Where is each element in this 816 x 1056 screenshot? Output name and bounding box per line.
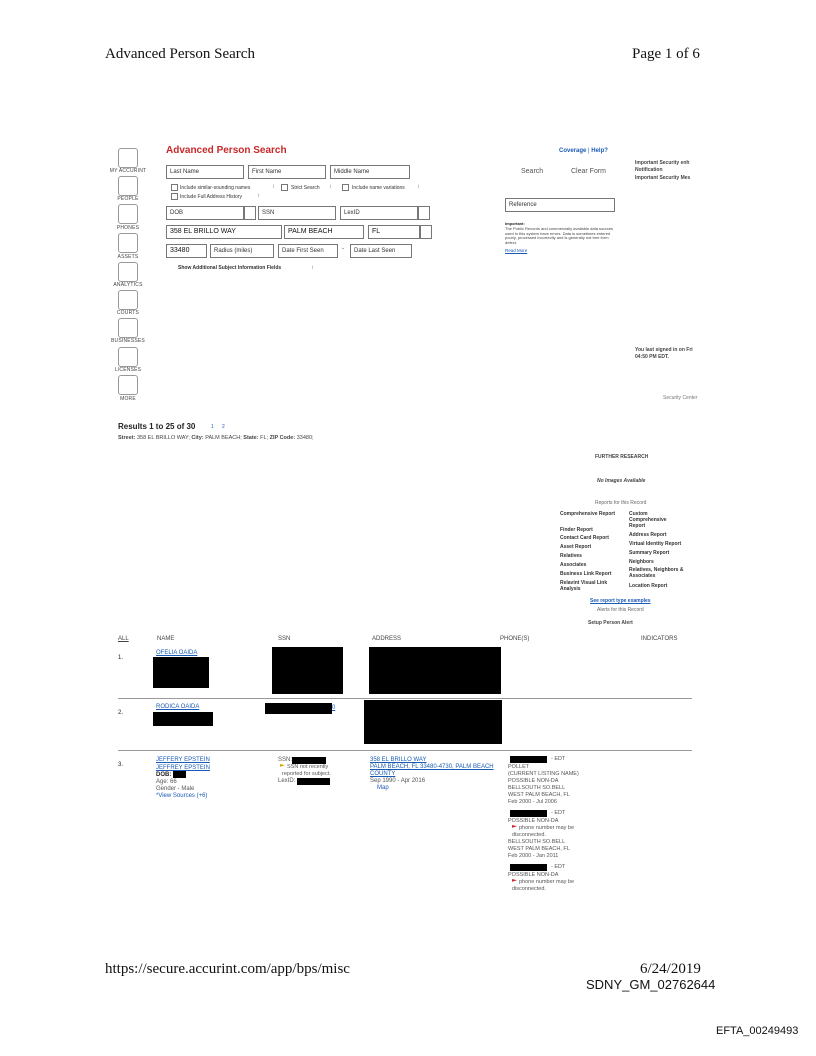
redaction-box <box>364 700 502 744</box>
date-last-seen-input[interactable]: Date Last Seen <box>350 244 412 258</box>
page-header-title: Advanced Person Search <box>105 46 255 62</box>
dob-label: DOB: <box>156 772 172 778</box>
nav-label-businesses[interactable]: BUSINESSES <box>111 338 145 344</box>
relatives-link[interactable]: Relatives <box>560 553 582 559</box>
phone-timezone: - EDT <box>551 810 566 816</box>
radius-input[interactable]: Radius (miles) <box>210 244 274 258</box>
redaction-box <box>153 657 209 688</box>
alerts-label: Alerts for this Record <box>597 607 644 613</box>
phone-carrier: BELLSOUTH SO.BELL <box>508 785 566 791</box>
criteria-city-label: City: <box>191 435 204 441</box>
criteria-street-label: Street: <box>118 435 136 441</box>
results-page-2[interactable]: 2 <box>222 424 225 430</box>
security-center-link[interactable]: Security Center <box>663 395 698 401</box>
person-name-link[interactable]: OFELIA OAIDA <box>156 650 198 656</box>
footer-url: https://secure.accurint.com/app/bps/misc <box>105 961 350 977</box>
report-examples-link[interactable]: See report type examples <box>590 598 651 604</box>
ssn-note-line2: reported for subject. <box>282 771 331 777</box>
read-more-link[interactable]: Read More <box>505 248 528 253</box>
phone-timezone: - EDT <box>551 756 566 762</box>
additional-info-icon[interactable]: i <box>312 265 314 271</box>
strict-search-label: Strict Search <box>291 185 320 191</box>
custom-comprehensive-report-link[interactable]: Custom Comprehensive Report <box>629 511 667 529</box>
address-street-link[interactable]: 358 EL BRILLO WAY <box>370 757 427 763</box>
bates-number: SDNY_GM_02762644 <box>586 977 716 992</box>
address-history-checkbox[interactable] <box>171 193 178 200</box>
help-link[interactable]: Help? <box>591 148 608 154</box>
finder-report-link[interactable]: Finder Report <box>560 527 593 533</box>
more-icon[interactable] <box>118 375 138 395</box>
variations-info-icon[interactable]: i <box>418 184 420 190</box>
phone-status: POSSIBLE NON-DA <box>508 818 559 824</box>
nav-label-my-accurint[interactable]: MY ACCURINT <box>109 168 147 174</box>
person-name-link[interactable]: JEFFERY EPSTEIN <box>156 757 210 763</box>
further-research-title: FURTHER RESEARCH <box>595 454 649 460</box>
reference-input[interactable]: Reference <box>505 198 615 212</box>
redaction-box <box>153 712 213 726</box>
strict-search-checkbox[interactable] <box>281 184 288 191</box>
results-page-1[interactable]: 1 <box>211 424 214 430</box>
last-signed-in-text: You last signed in on Fri <box>635 347 693 353</box>
name-variations-label: Include name variations <box>352 185 405 191</box>
redaction-box <box>510 864 547 871</box>
show-additional-fields-link[interactable]: Show Additional Subject Information Fields <box>178 265 282 271</box>
phone-warning <box>508 879 598 893</box>
criteria-state: FL; <box>260 435 269 441</box>
ssn-label: SSN: <box>278 757 293 763</box>
lexid-extra-input[interactable] <box>418 206 430 220</box>
assets-icon[interactable] <box>118 233 138 253</box>
nav-label-courts[interactable]: COURTS <box>116 310 140 316</box>
col-header-ssn: SSN <box>278 636 291 642</box>
ssn-note-line1: SSN not recently <box>287 764 329 770</box>
last-name-input[interactable]: Last Name <box>166 165 244 179</box>
strict-info-icon[interactable]: i <box>330 184 332 190</box>
associates-link[interactable]: Associates <box>560 562 587 568</box>
row-number: 3. <box>118 762 124 768</box>
nav-label-assets[interactable]: ASSETS <box>117 254 139 260</box>
state-dropdown[interactable] <box>420 225 432 239</box>
row-number: 2. <box>118 710 124 716</box>
important-text: The Public Records and commercially available data sources used in this system have errors. Data is sometimes entered poorly, processed incorrectly and is generally not free from defect. <box>505 226 614 245</box>
analytics-icon[interactable] <box>118 262 138 282</box>
criteria-city: PALM BEACH; <box>205 435 242 441</box>
phone-details <box>508 764 579 806</box>
col-header-name: NAME <box>157 636 175 642</box>
redaction-box <box>265 703 332 714</box>
criteria-street: 358 EL BRILLO WAY; <box>136 435 190 441</box>
page-number: Page 1 of 6 <box>632 46 700 62</box>
coverage-link[interactable]: Coverage <box>559 148 587 154</box>
row-divider <box>118 698 692 699</box>
phone-status: POSSIBLE NON-DA <box>508 872 559 878</box>
courts-icon[interactable] <box>118 290 138 310</box>
important-title: Important: <box>505 221 525 226</box>
setup-person-alert-link[interactable]: Setup Person Alert <box>588 620 633 626</box>
similar-names-info-icon[interactable]: i <box>273 184 275 190</box>
phone-details <box>508 872 598 893</box>
warning-flag-icon <box>280 764 285 769</box>
security-notification-label[interactable]: Notification <box>635 167 663 173</box>
phone-listing-name: POLLET <box>508 764 530 770</box>
redaction-box <box>510 756 547 763</box>
address-county-link[interactable]: COUNTY <box>370 771 396 777</box>
search-title: Advanced Person Search <box>166 145 287 156</box>
nav-label-licenses[interactable]: LICENSES <box>114 367 142 373</box>
phone-warning-text: phone number may be disconnected. <box>512 825 575 838</box>
gender-text: Gender - Male <box>156 786 195 792</box>
history-info-icon[interactable]: i <box>258 193 260 199</box>
phone-dates: Feb 2000 - Jul 2006 <box>508 799 557 805</box>
date-first-seen-input[interactable]: Date First Seen <box>278 244 338 258</box>
virtual-identity-report-link[interactable]: Virtual Identity Report <box>629 541 682 547</box>
dob-input[interactable]: DOB <box>166 206 244 220</box>
phones-icon[interactable] <box>118 204 138 224</box>
col-header-address: ADDRESS <box>372 636 402 642</box>
phone-status: POSSIBLE NON-DA <box>508 778 559 784</box>
first-name-input[interactable]: First Name <box>248 165 326 179</box>
phone-location: WEST PALM BEACH, FL <box>508 792 570 798</box>
red-flag-icon <box>512 879 517 884</box>
similar-names-checkbox[interactable] <box>171 184 178 191</box>
criteria-zip: 33480; <box>296 435 314 441</box>
lexid-label: LexID: <box>278 778 296 784</box>
age-text: Age: 66 <box>156 779 177 785</box>
search-button[interactable]: Search <box>521 168 544 175</box>
nav-label-phones[interactable]: PHONES <box>116 225 140 231</box>
zip-input[interactable]: 33480 <box>166 244 207 258</box>
efta-number: EFTA_00249493 <box>716 1025 799 1037</box>
ssn-input[interactable]: SSN <box>258 206 336 220</box>
row-divider <box>118 750 692 751</box>
last-signed-in-time: 04:50 PM EDT. <box>635 354 669 360</box>
col-header-phones: PHONE(S) <box>500 636 530 642</box>
businesses-icon[interactable] <box>118 318 138 338</box>
relatives-neighbors-associates-link[interactable]: Relatives, Neighbors & Associates <box>629 567 684 579</box>
footer-date: 6/24/2019 <box>640 961 701 977</box>
dob-extra-input[interactable] <box>244 206 256 220</box>
clear-form-button[interactable]: Clear Form <box>571 168 607 175</box>
search-criteria <box>118 435 314 441</box>
row-number: 1. <box>118 655 124 661</box>
phone-carrier: BELLSOUTH SO.BELL <box>508 839 566 845</box>
relavint-visual-link-analysis-link[interactable]: Relavint Visual Link Analysis <box>560 580 608 592</box>
criteria-state-label: State: <box>243 435 259 441</box>
asset-report-link[interactable]: Asset Report <box>560 544 592 550</box>
business-link-report-link[interactable]: Business Link Report <box>560 571 612 577</box>
person-alias-link[interactable]: JEFFREY EPSTEIN <box>156 765 210 771</box>
reports-for-record-label: Reports for this Record <box>595 500 647 506</box>
phone-location: WEST PALM BEACH, FL <box>508 846 570 852</box>
similar-names-label: Include similar-sounding names <box>180 185 251 191</box>
address-history-label: Include Full Address History <box>180 194 242 200</box>
redaction-box <box>297 778 330 785</box>
redaction-box <box>369 647 501 694</box>
col-header-indicators: INDICATORS <box>641 636 678 642</box>
neighbors-link[interactable]: Neighbors <box>629 559 654 565</box>
middle-name-input[interactable]: Middle Name <box>330 165 410 179</box>
phone-timezone: - EDT <box>551 864 566 870</box>
redaction-box <box>173 771 186 778</box>
phone-listing-type: (CURRENT LISTING NAME) <box>508 771 579 777</box>
address-city-link[interactable]: PALM BEACH, FL 33480-4730, PALM BEACH <box>370 764 494 770</box>
nav-label-more[interactable]: MORE <box>120 396 136 402</box>
name-variations-checkbox[interactable] <box>342 184 349 191</box>
results-summary: Results 1 to 25 of 30 <box>118 422 196 431</box>
view-sources-link[interactable]: *View Sources (+6) <box>156 793 208 799</box>
ssn-link[interactable]: 0 <box>332 705 336 711</box>
nav-label-people[interactable]: PEOPLE <box>117 196 139 202</box>
city-input[interactable]: PALM BEACH <box>284 225 364 239</box>
ssn-note <box>280 764 328 770</box>
licenses-icon[interactable] <box>118 347 138 367</box>
select-all-link[interactable]: ALL <box>118 636 129 642</box>
lexid-input[interactable]: LexID <box>340 206 418 220</box>
state-input[interactable]: FL <box>368 225 420 239</box>
my-accurint-icon[interactable] <box>118 148 138 168</box>
nav-label-analytics[interactable]: ANALYTICS <box>113 282 143 288</box>
redaction-box <box>272 647 343 694</box>
security-enhancement-link[interactable]: Important Security enh <box>635 160 690 166</box>
phone-warning <box>508 825 598 839</box>
person-name-link[interactable]: RODICA OAIDA <box>156 704 200 710</box>
redaction-box <box>292 757 326 764</box>
no-images-text: No Images Available <box>597 478 646 484</box>
contact-card-report-link[interactable]: Contact Card Report <box>560 535 609 541</box>
phone-warning-text: phone number may be disconnected. <box>512 879 575 892</box>
red-flag-icon <box>512 825 517 830</box>
help-links <box>559 148 608 154</box>
phone-dates: Feb 2000 - Jan 2011 <box>508 853 559 859</box>
map-link[interactable]: Map <box>377 785 389 791</box>
link-separator: | <box>588 148 592 154</box>
comprehensive-report-link[interactable]: Comprehensive Report <box>560 511 616 517</box>
phone-details <box>508 818 598 860</box>
address-report-link[interactable]: Address Report <box>629 532 667 538</box>
security-message-link[interactable]: Important Security Mes <box>635 175 691 181</box>
criteria-zip-label: ZIP Code: <box>269 435 296 441</box>
date-range-dash: - <box>342 246 344 252</box>
street-input[interactable]: 358 EL BRILLO WAY <box>166 225 282 239</box>
location-report-link[interactable]: Location Report <box>629 583 668 589</box>
people-icon[interactable] <box>118 176 138 196</box>
summary-report-link[interactable]: Summary Report <box>629 550 670 556</box>
redaction-box <box>510 810 547 817</box>
address-dates: Sep 1990 - Apr 2016 <box>370 778 426 784</box>
